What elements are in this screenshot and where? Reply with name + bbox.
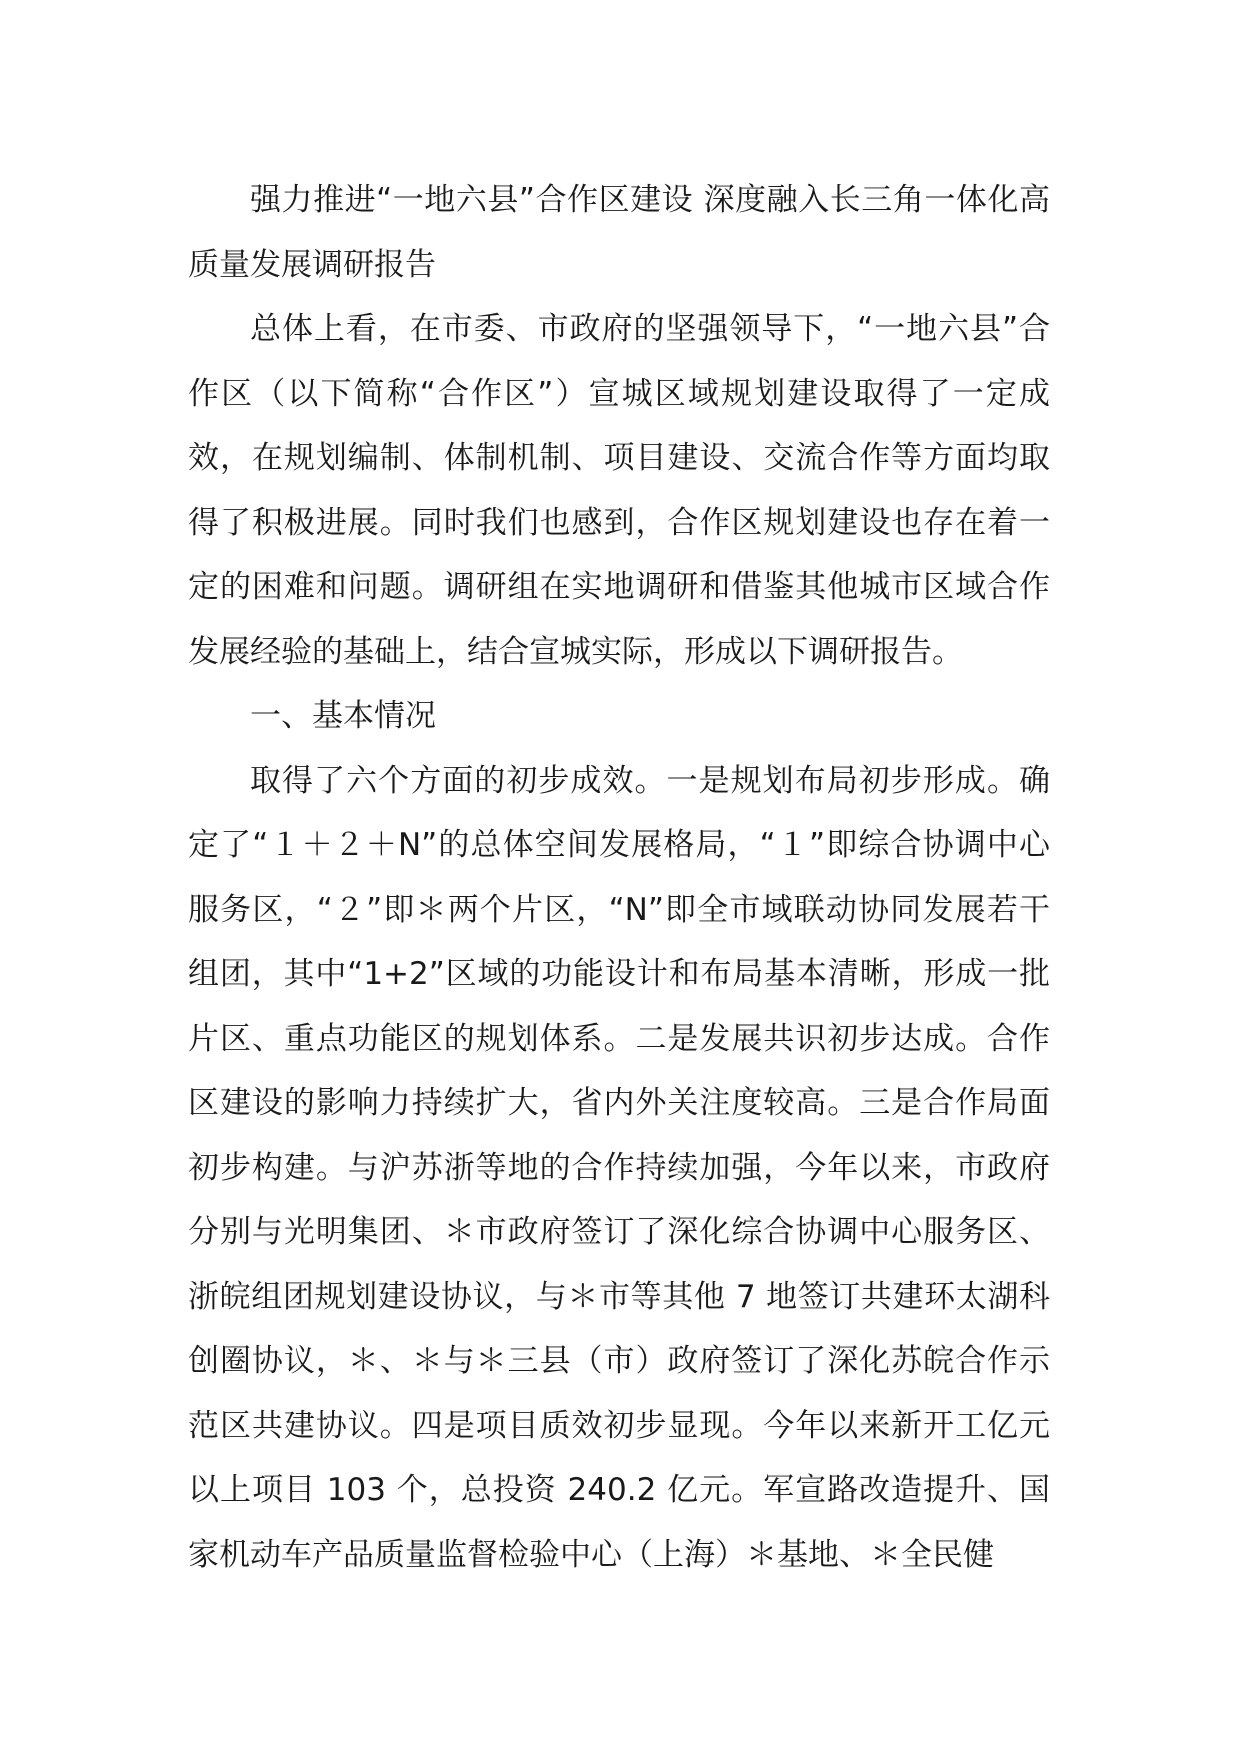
section-body-paragraph: 取得了六个方面的初步成效。一是规划布局初步形成。确定了“１＋２＋N”的总体空间发展格局，“１”即综合协调中心服务区，“２”即＊两个片区，“N”即全市域联动协同发展若干组团，其中“1+2”区域的功能设计和布局基本清晰，形成一批片区、重点功能区的规划体系。二是发展共识初步达成。合作区建设的影响力持续扩大，省内外关注度较高。三是合作局面初步构建。与沪苏浙等地的合作持续加强，今年以来，市政府分别与光明集团、＊市政府签订了深化综合协调中心服务区、浙皖组团规划建设协议，与＊市等其他 7 地签订共建环太湖科创圈协议，＊、＊与＊三县（市）政府签订了深化苏皖合作示范区共建协议。四是项目质效初步显现。今年以来新开工亿元以上项目 103 个，总投资 240.2 亿元。军宣路改造提升、国家机动车产品质量监督检验中心（上海）＊基地、＊全民健 <box>188 762 1050 1573</box>
document-body <box>188 168 1050 1587</box>
document-title: 强力推进“一地六县”合作区建设 深度融入长三角一体化高质量发展调研报告 <box>188 182 1050 283</box>
section-heading: 一、基本情况 <box>250 698 436 734</box>
intro-paragraph: 总体上看，在市委、市政府的坚强领导下，“一地六县”合作区（以下简称“合作区”）宣城区域规划建设取得了一定成效，在规划编制、体制机制、项目建设、交流合作等方面均取得了积极进展。同时我们也感到，合作区规划建设也存在着一定的困难和问题。调研组在实地调研和借鉴其他城市区域合作发展经验的基础上，结合宣城实际，形成以下调研报告。 <box>188 311 1050 670</box>
